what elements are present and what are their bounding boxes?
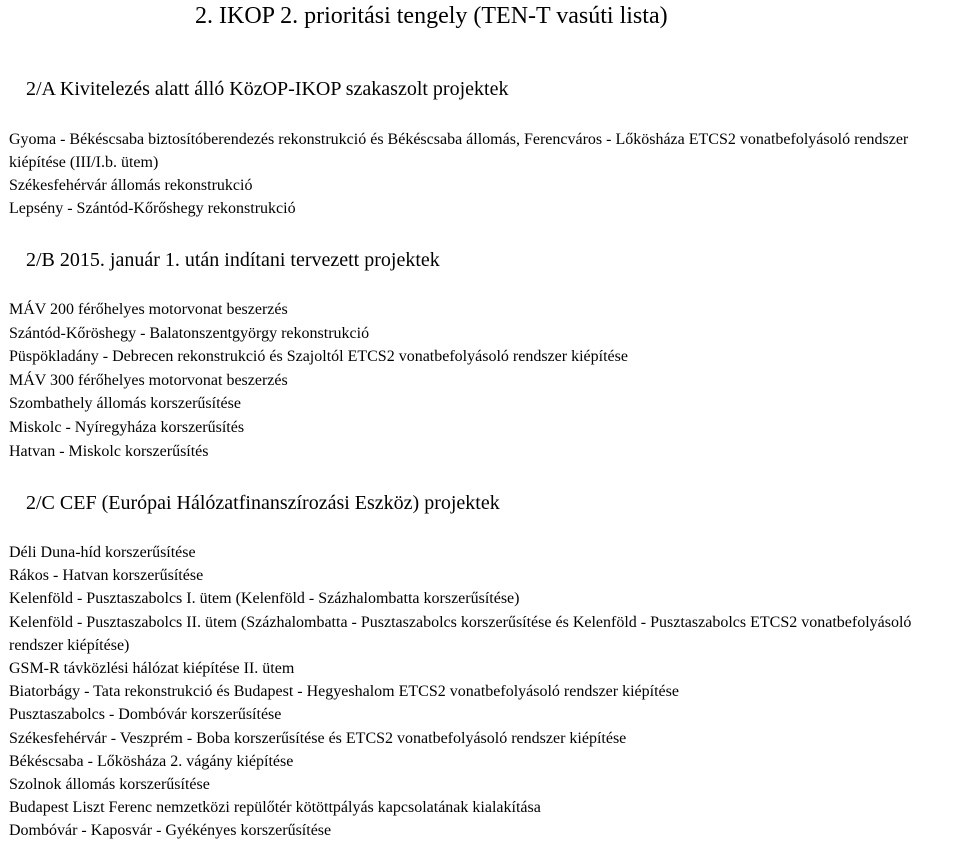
list-item: Lepsény - Szántód-Kőrőshegy rekonstrukció xyxy=(9,200,296,217)
list-item: MÁV 200 férőhelyes motorvonat beszerzés xyxy=(9,301,288,318)
list-item: Kelenföld - Pusztaszabolcs I. ütem (Kelenföld - Százhalombatta korszerűsítése) xyxy=(9,590,520,608)
list-item: MÁV 300 férőhelyes motorvonat beszerzés xyxy=(9,371,288,389)
list-item: Budapest Liszt Ferenc nemzetközi repülőtér kötöttpályás kapcsolatának kialakítása xyxy=(9,799,541,817)
list-item: Dombóvár - Kaposvár - Gyékényes korszerűsítése xyxy=(9,822,332,840)
list-item: Hatvan - Miskolc korszerűsítés xyxy=(9,442,209,460)
list-item: Gyoma - Békéscsaba biztosítóberendezés rekonstrukció és Békéscsaba állomás, Ferencváros - Lőkösháza ETCS2 vonatbefolyásoló rendszer kiépítése (III/I.b. ütem) xyxy=(9,131,909,171)
list-item: Békéscsaba - Lőkösháza 2. vágány kiépítése xyxy=(9,752,294,770)
project-list-2a xyxy=(9,128,939,220)
list-item: Pusztaszabolcs - Dombóvár korszerűsítése xyxy=(9,706,282,724)
list-item: Rákos - Hatvan korszerűsítése xyxy=(9,567,204,585)
page-title: 2. IKOP 2. prioritási tengely (TEN-T vasúti lista) xyxy=(195,3,668,29)
section-heading-2c: 2/C CEF (Európai Hálózatfinanszírozási Eszköz) projektek xyxy=(26,492,500,514)
list-item: Szolnok állomás korszerűsítése xyxy=(9,776,210,794)
list-item: Szombathely állomás korszerűsítése xyxy=(9,395,241,413)
list-item: Székesfehérvár állomás rekonstrukció xyxy=(9,177,253,194)
project-list-2b xyxy=(9,298,960,463)
list-item: GSM-R távközlési hálózat kiépítése II. ütem xyxy=(9,660,295,678)
section-heading-2a: 2/A Kivitelezés alatt álló KözOP-IKOP szakaszolt projektek xyxy=(26,78,509,100)
list-item: Székesfehérvár - Veszprém - Boba korszerűsítése és ETCS2 vonatbefolyásoló rendszer kiépítése xyxy=(9,729,627,747)
section-heading-2b: 2/B 2015. január 1. után indítani tervezett projektek xyxy=(26,249,440,271)
list-item: Déli Duna-híd korszerűsítése xyxy=(9,544,196,561)
list-item: Püspökladány - Debrecen rekonstrukció és Szajoltól ETCS2 vonatbefolyásoló rendszer kiépítése xyxy=(9,348,628,366)
project-list-2c xyxy=(9,541,944,843)
list-item: Kelenföld - Pusztaszabolcs II. ütem (Százhalombatta - Pusztaszabolcs korszerűsítése és Kelenföld - Pusztaszabolcs ETCS2 vonatbefolyásoló rendszer kiépítése) xyxy=(9,613,912,654)
list-item: Szántód-Kőröshegy - Balatonszentgyörgy rekonstrukció xyxy=(9,324,370,342)
list-item: Biatorbágy - Tata rekonstrukció és Budapest - Hegyeshalom ETCS2 vonatbefolyásoló rendszer kiépítése xyxy=(9,683,679,701)
list-item: Miskolc - Nyíregyháza korszerűsítés xyxy=(9,418,245,436)
